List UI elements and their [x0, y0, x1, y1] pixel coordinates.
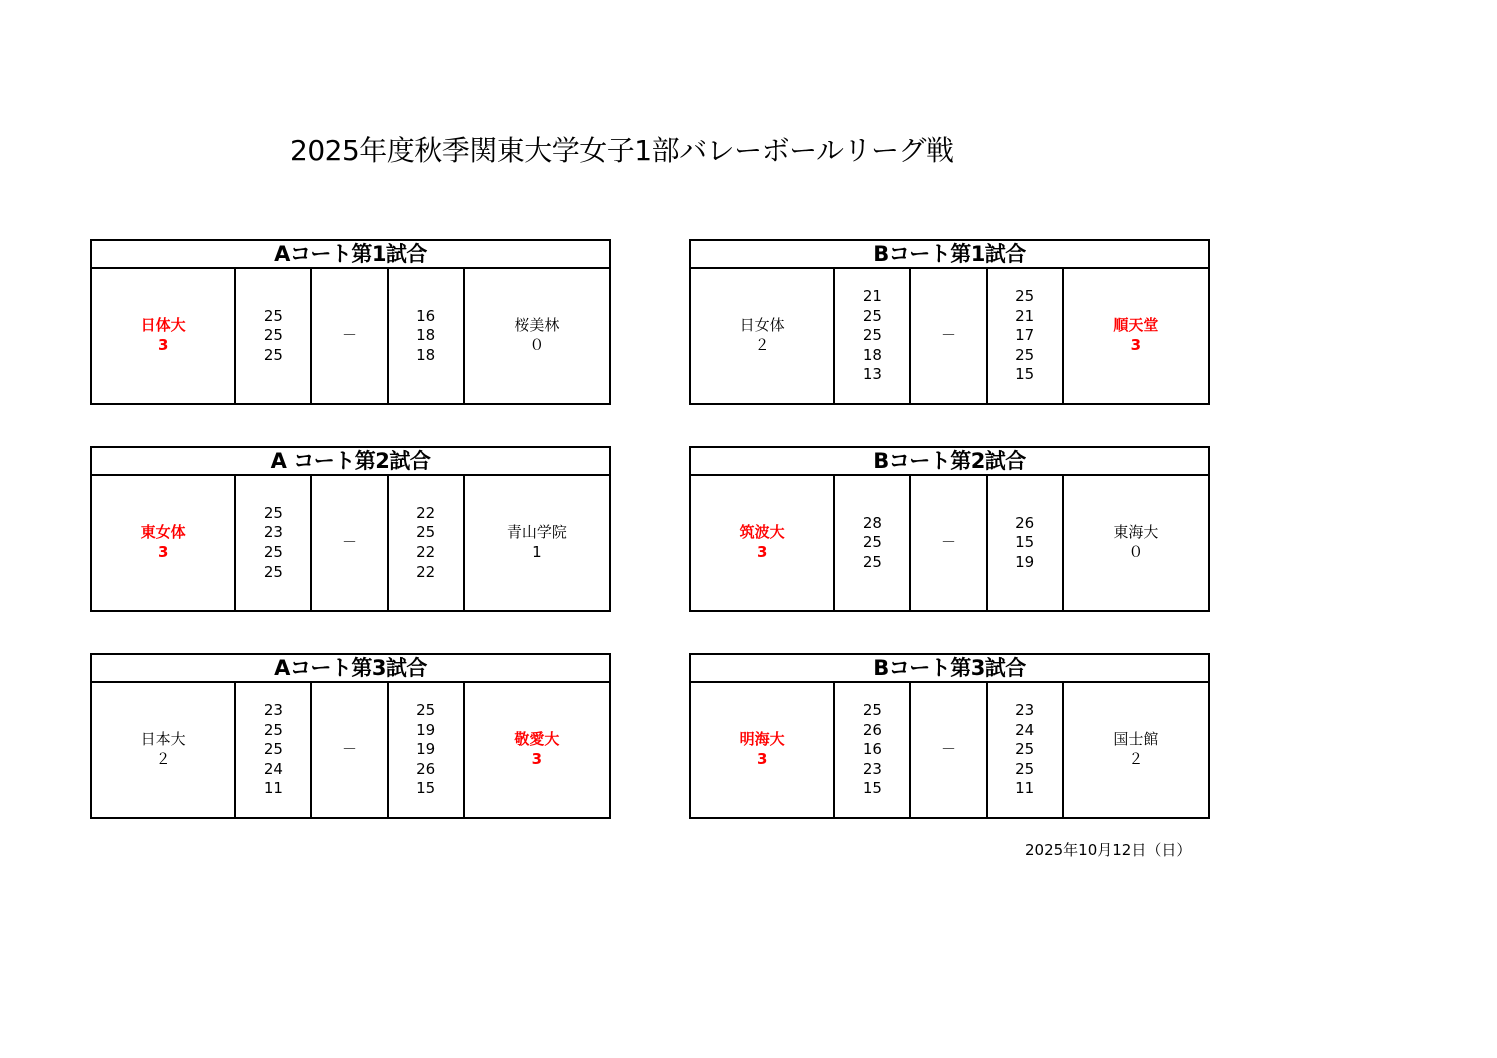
home-scores-cell: [236, 476, 312, 610]
home-scores-set-score: 25: [263, 503, 283, 522]
home-scores-set-score: 18: [862, 345, 882, 364]
home-scores-set-score: 25: [862, 306, 882, 325]
away-scores-set-score: 26: [416, 759, 436, 778]
match-body: [691, 476, 1208, 610]
away-scores-cell: [988, 269, 1064, 403]
dash-text: －: [342, 533, 358, 552]
away-scores-set-score: 25: [1015, 740, 1035, 759]
away-sets-won: ０: [1128, 543, 1144, 561]
match-header: A コート第2試合: [92, 448, 609, 476]
score-separator: [911, 476, 987, 610]
home-team-cell: [691, 476, 835, 610]
home-sets-won: ２: [155, 750, 171, 768]
home-scores-set-score: 26: [862, 720, 882, 739]
away-team-name: 東海大: [1113, 523, 1159, 542]
match-card: [689, 653, 1210, 819]
away-scores-cell: [988, 683, 1064, 817]
score-separator: [312, 269, 388, 403]
away-scores-cell: [988, 476, 1064, 610]
score-separator: [312, 476, 388, 610]
away-scores-set-score: 19: [416, 740, 436, 759]
home-scores-set-score: 25: [263, 720, 283, 739]
away-scores-set-score: 22: [416, 562, 436, 581]
away-team-name: 桜美林: [514, 316, 560, 335]
home-scores-set-score: 25: [862, 326, 882, 345]
match-header: Aコート第3試合: [92, 655, 609, 683]
home-scores-set-score: 23: [263, 701, 283, 720]
away-scores-set-score: 25: [1015, 345, 1035, 364]
score-separator: [312, 683, 388, 817]
match-card: [689, 446, 1210, 612]
home-team-cell: [92, 269, 236, 403]
home-scores-cell: [835, 476, 911, 610]
away-team-name: 敬愛大: [514, 730, 560, 749]
away-scores-set-score: 15: [416, 779, 436, 798]
away-sets-won: 1: [532, 543, 542, 561]
home-scores-set-score: 15: [862, 779, 882, 798]
dash-text: －: [342, 326, 358, 345]
home-scores-set-score: 13: [862, 365, 882, 384]
away-scores-cell: [389, 476, 465, 610]
away-scores-set-score: 19: [1015, 552, 1035, 571]
score-separator: [911, 683, 987, 817]
home-sets-won: 3: [756, 750, 768, 768]
match-body: [691, 683, 1208, 817]
away-sets-won: 3: [531, 750, 543, 768]
home-team-name: 日本大: [140, 730, 186, 749]
away-scores-set-score: 11: [1015, 779, 1035, 798]
match-header: Bコート第3試合: [691, 655, 1208, 683]
away-scores-set-score: 15: [1015, 365, 1035, 384]
home-sets-won: ２: [754, 336, 770, 354]
away-team-cell: [1064, 269, 1208, 403]
match-card: [90, 653, 611, 819]
home-team-name: 日女体: [739, 316, 785, 335]
home-scores-cell: [835, 683, 911, 817]
home-scores-set-score: 25: [862, 533, 882, 552]
away-scores-set-score: 18: [416, 326, 436, 345]
home-sets-won: 3: [756, 543, 768, 561]
home-scores-set-score: 21: [862, 287, 882, 306]
dash-text: －: [941, 326, 957, 345]
away-sets-won: ２: [1128, 750, 1144, 768]
home-team-name: 明海大: [739, 730, 785, 749]
match-body: [92, 683, 609, 817]
home-scores-set-score: 25: [862, 552, 882, 571]
away-team-cell: [465, 476, 609, 610]
away-scores-set-score: 26: [1015, 513, 1035, 532]
home-scores-set-score: 25: [263, 740, 283, 759]
home-scores-set-score: 25: [263, 345, 283, 364]
home-scores-set-score: 25: [263, 306, 283, 325]
away-scores-set-score: 16: [416, 306, 436, 325]
dash-text: －: [941, 740, 957, 759]
home-scores-set-score: 23: [862, 759, 882, 778]
home-team-cell: [691, 269, 835, 403]
away-scores-set-score: 25: [416, 701, 436, 720]
match-body: [92, 476, 609, 610]
home-scores-set-score: 25: [263, 543, 283, 561]
home-team-name: 東女体: [140, 523, 186, 542]
home-sets-won: 3: [157, 543, 169, 561]
score-separator: [911, 269, 987, 403]
match-date: 2025年10月12日（日）: [1025, 841, 1192, 859]
home-team-cell: [92, 476, 236, 610]
match-body: [92, 269, 609, 403]
away-scores-set-score: 22: [416, 503, 436, 522]
away-team-cell: [1064, 683, 1208, 817]
away-team-cell: [465, 269, 609, 403]
home-scores-set-score: 24: [263, 759, 283, 778]
home-team-name: 筑波大: [739, 523, 785, 542]
away-sets-won: ０: [529, 336, 545, 354]
dash-text: －: [342, 740, 358, 759]
match-header: Bコート第1試合: [691, 241, 1208, 269]
away-scores-set-score: 17: [1015, 326, 1035, 345]
away-scores-cell: [389, 269, 465, 403]
home-scores-set-score: 28: [862, 513, 882, 532]
home-team-cell: [691, 683, 835, 817]
home-scores-cell: [236, 269, 312, 403]
home-scores-set-score: 25: [862, 701, 882, 720]
match-card: [90, 446, 611, 612]
home-scores-set-score: 16: [862, 740, 882, 759]
away-team-name: 順天堂: [1113, 316, 1159, 335]
match-card: [90, 239, 611, 405]
page-title: 2025年度秋季関東大学女子1部バレーボールリーグ戦: [290, 134, 954, 167]
dash-text: －: [941, 533, 957, 552]
away-scores-set-score: 21: [1015, 306, 1035, 325]
away-scores-set-score: 25: [1015, 759, 1035, 778]
home-sets-won: 3: [157, 336, 169, 354]
home-scores-cell: [835, 269, 911, 403]
home-team-cell: [92, 683, 236, 817]
away-team-cell: [1064, 476, 1208, 610]
home-team-name: 日体大: [140, 316, 186, 335]
home-scores-set-score: 25: [263, 326, 283, 345]
home-scores-set-score: 23: [263, 523, 283, 542]
away-sets-won: 3: [1130, 336, 1142, 354]
away-scores-set-score: 25: [1015, 287, 1035, 306]
match-card: [689, 239, 1210, 405]
away-team-name: 青山学院: [506, 523, 567, 542]
match-header: Aコート第1試合: [92, 241, 609, 269]
away-scores-set-score: 22: [416, 543, 436, 561]
away-scores-set-score: 23: [1015, 701, 1035, 720]
away-scores-set-score: 25: [416, 523, 436, 542]
away-team-name: 国士館: [1113, 730, 1159, 749]
match-header: Bコート第2試合: [691, 448, 1208, 476]
away-team-cell: [465, 683, 609, 817]
home-scores-cell: [236, 683, 312, 817]
away-scores-set-score: 19: [416, 720, 436, 739]
match-body: [691, 269, 1208, 403]
away-scores-set-score: 18: [416, 345, 436, 364]
away-scores-set-score: 15: [1015, 533, 1035, 552]
away-scores-cell: [389, 683, 465, 817]
home-scores-set-score: 25: [263, 562, 283, 581]
away-scores-set-score: 24: [1015, 720, 1035, 739]
home-scores-set-score: 11: [263, 779, 283, 798]
